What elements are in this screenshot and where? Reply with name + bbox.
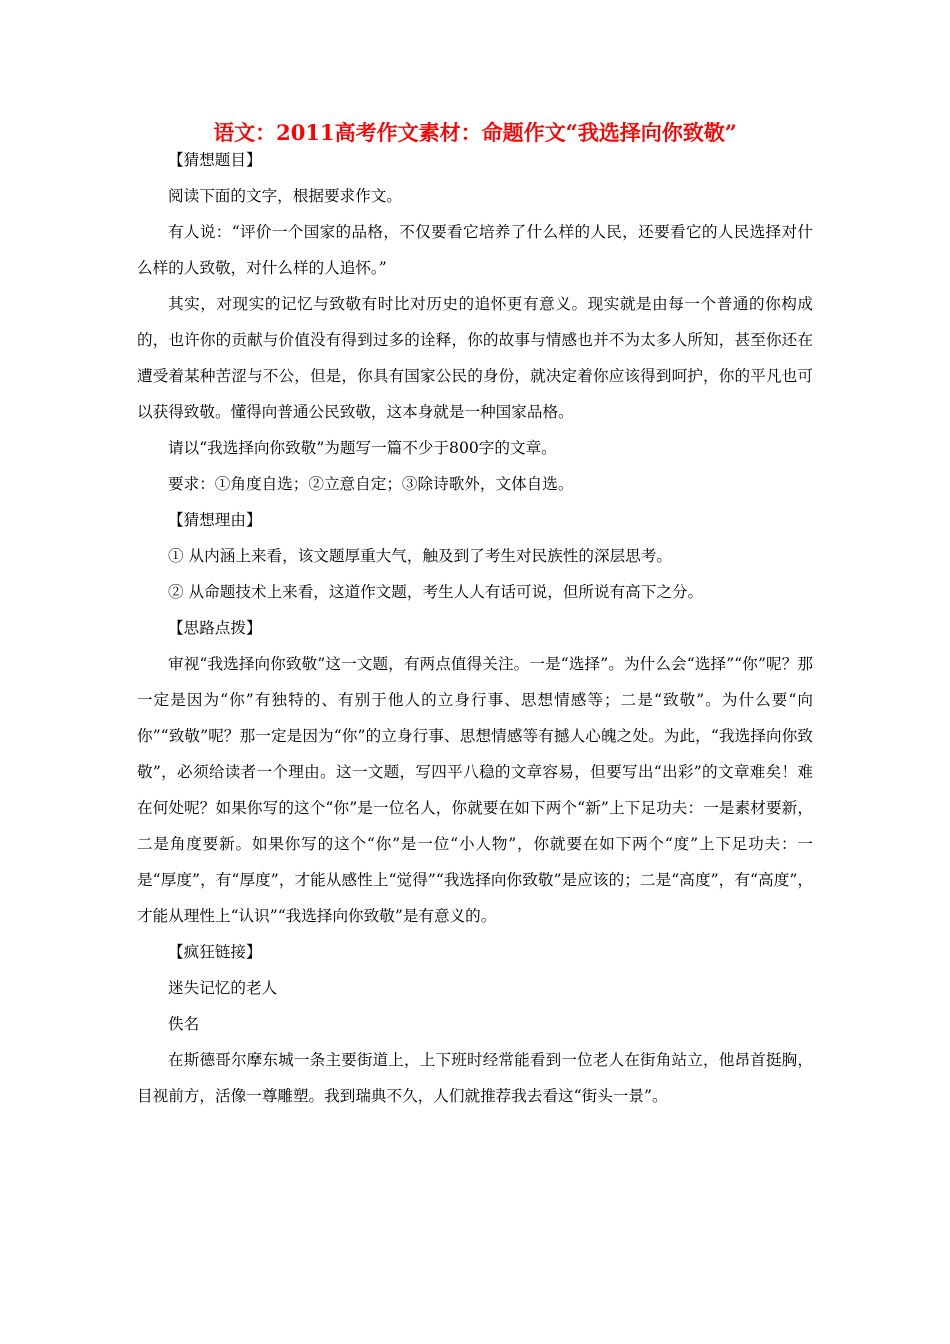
document-page [137, 118, 813, 1114]
section-heading-crazy-link: 【疯狂链接】 [168, 943, 262, 961]
paragraph-quote: 有人说：“评价一个国家的品格，不仅要看它培养了什么样的人民，还要看它的人民选择对什么样的人致敬，对什么样的人追怀。” [137, 223, 813, 277]
article-paragraph: 在斯德哥尔摩东城一条主要街道上，上下班时经常能看到一位老人在街角站立，他昂首挺胸，目视前方，活像一尊雕塑。我到瑞典不久，人们就推荐我去看这“街头一景”。 [137, 1051, 813, 1105]
paragraph-material: 其实，对现实的记忆与致敬有时比对历史的追怀更有意义。现实就是由每一个普通的你构成的，也许你的贡献与价值没有得到过多的诠释，你的故事与情感也并不为太多人所知，甚至你还在遭受着某种苦涩与不公，但是，你具有国家公民的身份，就决定着你应该得到呵护，你的平凡也可以获得致敬。懂得向普通公民致敬，这本身就是一种国家品格。 [137, 295, 813, 421]
paragraph-reason-2: ② 从命题技术上来看，这道作文题，考生人人有话可说，但所说有高下之分。 [168, 583, 704, 601]
paragraph-requirements: 要求：①角度自选；②立意自定；③除诗歌外，文体自选。 [168, 475, 574, 493]
article-title: 迷失记忆的老人 [168, 979, 278, 997]
section-heading-guess-reason: 【猜想理由】 [168, 511, 262, 529]
section-heading-idea-guide: 【思路点拨】 [168, 619, 262, 637]
paragraph-task: 请以“我选择向你致敬”为题写一篇不少于800字的文章。 [168, 439, 557, 457]
paragraph-instruction: 阅读下面的文字，根据要求作文。 [168, 187, 402, 205]
article-author: 佚名 [168, 1015, 200, 1033]
paragraph-reason-1: ① 从内涵上来看，该文题厚重大气，触及到了考生对民族性的深层思考。 [168, 547, 672, 565]
paragraph-idea-guide: 审视“我选择向你致敬”这一文题，有两点值得关注。一是“选择”。为什么会“选择”“你”呢？那一定是因为“你”有独特的、有别于他人的立身行事、思想情感等；二是“致敬”。为什么要“向你”“致敬”呢？那一定是因为“你”的立身行事、思想情感等有撼人心魄之处。为此，“我选择向你致敬”，必须给读者一个理由。这一文题，写四平八稳的文章容易，但要写出“出彩”的文章难矣！难在何处呢？如果你写的这个“你”是一位名人，你就要在如下两个“新”上下足功夫：一是素材要新，二是角度要新。如果你写的这个“你”是一位“小人物”，你就要在如下两个“度”上下足功夫：一是“厚度”，有“厚度”，才能从感性上“觉得”“我选择向你致敬”是应该的；二是“高度”，有“高度”，才能从理性上“认识”“我选择向你致敬”是有意义的。 [137, 655, 813, 925]
document-title: 语文：2011高考作文素材：命题作文“我选择向你致敬” [213, 120, 737, 145]
section-heading-guess-topic: 【猜想题目】 [168, 151, 262, 169]
